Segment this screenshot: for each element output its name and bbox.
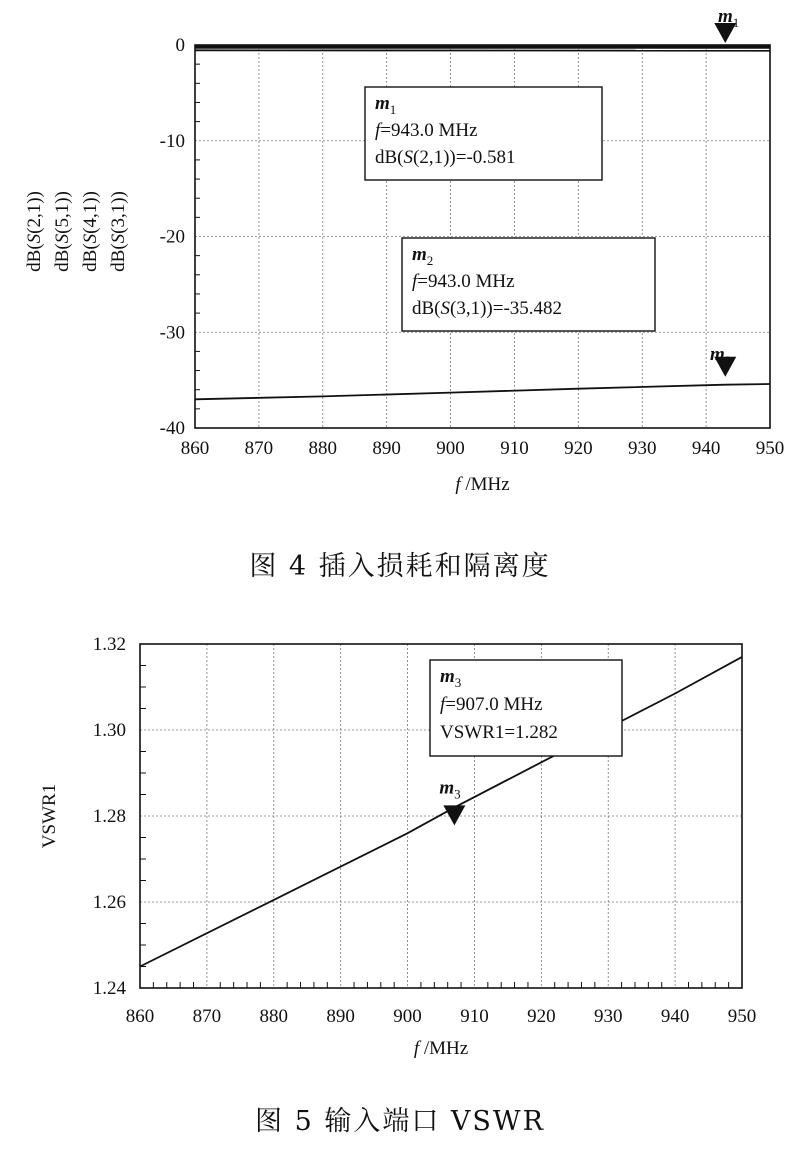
marker-readout-line-part: (2,1))=-0.581 bbox=[413, 147, 516, 168]
marker-label-sub: 3 bbox=[454, 786, 461, 802]
y-tick-label: -20 bbox=[159, 226, 185, 248]
y-tick-label: 1.26 bbox=[92, 892, 126, 913]
marker-label bbox=[718, 6, 739, 30]
x-axis-label-var: f bbox=[413, 1038, 420, 1059]
y-tick-label: -10 bbox=[159, 130, 185, 152]
marker-readout-line-ital: S bbox=[440, 298, 450, 319]
marker-readout-line-sub: 3 bbox=[454, 675, 462, 690]
marker-readout-line-part: VSWR1=1.282 bbox=[440, 722, 558, 743]
marker-readout-line-part: dB( bbox=[375, 147, 404, 168]
x-axis-label-unit: /MHz bbox=[460, 474, 510, 495]
x-tick-label: 950 bbox=[755, 438, 785, 459]
x-tick-label: 870 bbox=[192, 1006, 222, 1027]
x-tick-label: 880 bbox=[308, 438, 338, 459]
x-tick-label: 910 bbox=[460, 1006, 489, 1027]
x-tick-label: 870 bbox=[244, 438, 274, 459]
figure-4-caption: 图 4 插入损耗和隔离度 bbox=[249, 551, 551, 582]
x-axis-label bbox=[414, 1038, 468, 1059]
y-axis-label-part: dB( bbox=[52, 243, 73, 272]
y-axis-label bbox=[24, 191, 45, 272]
y-axis-label bbox=[80, 191, 101, 272]
marker-readout-line-part: (3,1))=-35.482 bbox=[450, 298, 563, 319]
y-tick-label: -30 bbox=[159, 322, 185, 344]
marker-readout-line bbox=[375, 147, 516, 168]
y-axis-label-s: S bbox=[80, 233, 101, 244]
marker-label-sub: 2 bbox=[724, 353, 732, 368]
x-tick-label: 940 bbox=[660, 1006, 690, 1027]
x-tick-label: 910 bbox=[500, 438, 529, 459]
figure-5-caption: 图 5 输入端口 VSWR bbox=[254, 1106, 546, 1137]
marker-readout-line-sub: 1 bbox=[389, 102, 397, 117]
y-axis-label-part: dB( bbox=[24, 243, 45, 272]
marker-readout-line-part: dB( bbox=[412, 298, 441, 319]
marker-readout-line bbox=[375, 120, 478, 141]
marker-readout-line bbox=[440, 722, 558, 743]
x-tick-label: 900 bbox=[393, 1006, 422, 1027]
marker-label-sub: 1 bbox=[732, 15, 740, 30]
marker-readout-line-part: =943.0 MHz bbox=[417, 271, 515, 292]
marker-readout-line-sub: 2 bbox=[426, 253, 434, 268]
marker-readout-line bbox=[412, 298, 562, 319]
x-axis-label bbox=[455, 474, 509, 495]
y-axis-label-part: (2,1)) bbox=[24, 191, 45, 234]
y-axis-label-part: (3,1)) bbox=[108, 191, 129, 234]
y-axis-label: VSWR1 bbox=[39, 783, 60, 849]
marker-label-m: m bbox=[718, 6, 733, 27]
y-axis-label-s: S bbox=[52, 233, 73, 244]
x-tick-label: 900 bbox=[436, 438, 465, 459]
input-port-vswr-chart bbox=[39, 634, 756, 1059]
marker-readout-line bbox=[412, 271, 515, 292]
y-tick-label: 1.30 bbox=[92, 720, 126, 741]
marker-readout-line-part: =907.0 MHz bbox=[445, 694, 543, 715]
x-tick-label: 930 bbox=[593, 1006, 623, 1027]
x-axis-label-var: f bbox=[455, 474, 461, 495]
insertion-loss-isolation-chart bbox=[24, 6, 784, 495]
y-axis-label-s: S bbox=[24, 233, 45, 244]
marker-label-m: m bbox=[710, 344, 725, 365]
y-tick-label: 1.28 bbox=[92, 806, 126, 827]
marker-readout-line-m: m bbox=[412, 244, 427, 265]
marker-readout-line-part: =943.0 MHz bbox=[380, 120, 478, 141]
y-axis-label bbox=[52, 191, 73, 272]
marker-readout-line-m: m bbox=[375, 93, 390, 114]
marker-readout-line-m: m bbox=[440, 666, 455, 687]
marker-readout-line-ital: f bbox=[440, 694, 446, 715]
x-tick-label: 950 bbox=[727, 1006, 757, 1027]
x-axis-label-unit: /MHz bbox=[419, 1038, 469, 1059]
y-tick-label: 1.24 bbox=[92, 978, 126, 999]
series-line bbox=[195, 384, 770, 399]
y-axis-label-s: S bbox=[108, 233, 129, 244]
x-tick-label: 890 bbox=[326, 1006, 355, 1027]
x-tick-label: 860 bbox=[180, 438, 210, 459]
y-tick-label: 1.32 bbox=[92, 634, 126, 655]
marker-label bbox=[710, 344, 731, 368]
marker-readout-line-ital: f bbox=[375, 120, 381, 141]
marker-readout-line-ital: S bbox=[403, 147, 413, 168]
x-tick-label: 860 bbox=[125, 1006, 155, 1027]
x-tick-label: 930 bbox=[627, 438, 657, 459]
marker-readout-line bbox=[440, 694, 543, 715]
x-tick-label: 920 bbox=[564, 438, 593, 459]
x-tick-label: 920 bbox=[527, 1006, 556, 1027]
marker-triangle bbox=[443, 805, 465, 825]
x-tick-label: 890 bbox=[372, 438, 401, 459]
y-axis-label-part: (4,1)) bbox=[80, 191, 101, 234]
x-tick-label: 940 bbox=[691, 438, 721, 459]
y-axis-label-part: (5,1)) bbox=[52, 191, 73, 234]
y-axis-label-part: dB( bbox=[80, 243, 101, 272]
marker-label bbox=[439, 777, 460, 801]
marker-label-m: m bbox=[439, 777, 455, 799]
y-axis-label bbox=[108, 191, 129, 272]
y-tick-label: 0 bbox=[175, 35, 185, 56]
x-tick-label: 880 bbox=[259, 1006, 289, 1027]
y-tick-label: -40 bbox=[159, 418, 185, 439]
marker-readout-line-ital: f bbox=[412, 271, 418, 292]
y-axis-label-part: dB( bbox=[108, 243, 129, 272]
